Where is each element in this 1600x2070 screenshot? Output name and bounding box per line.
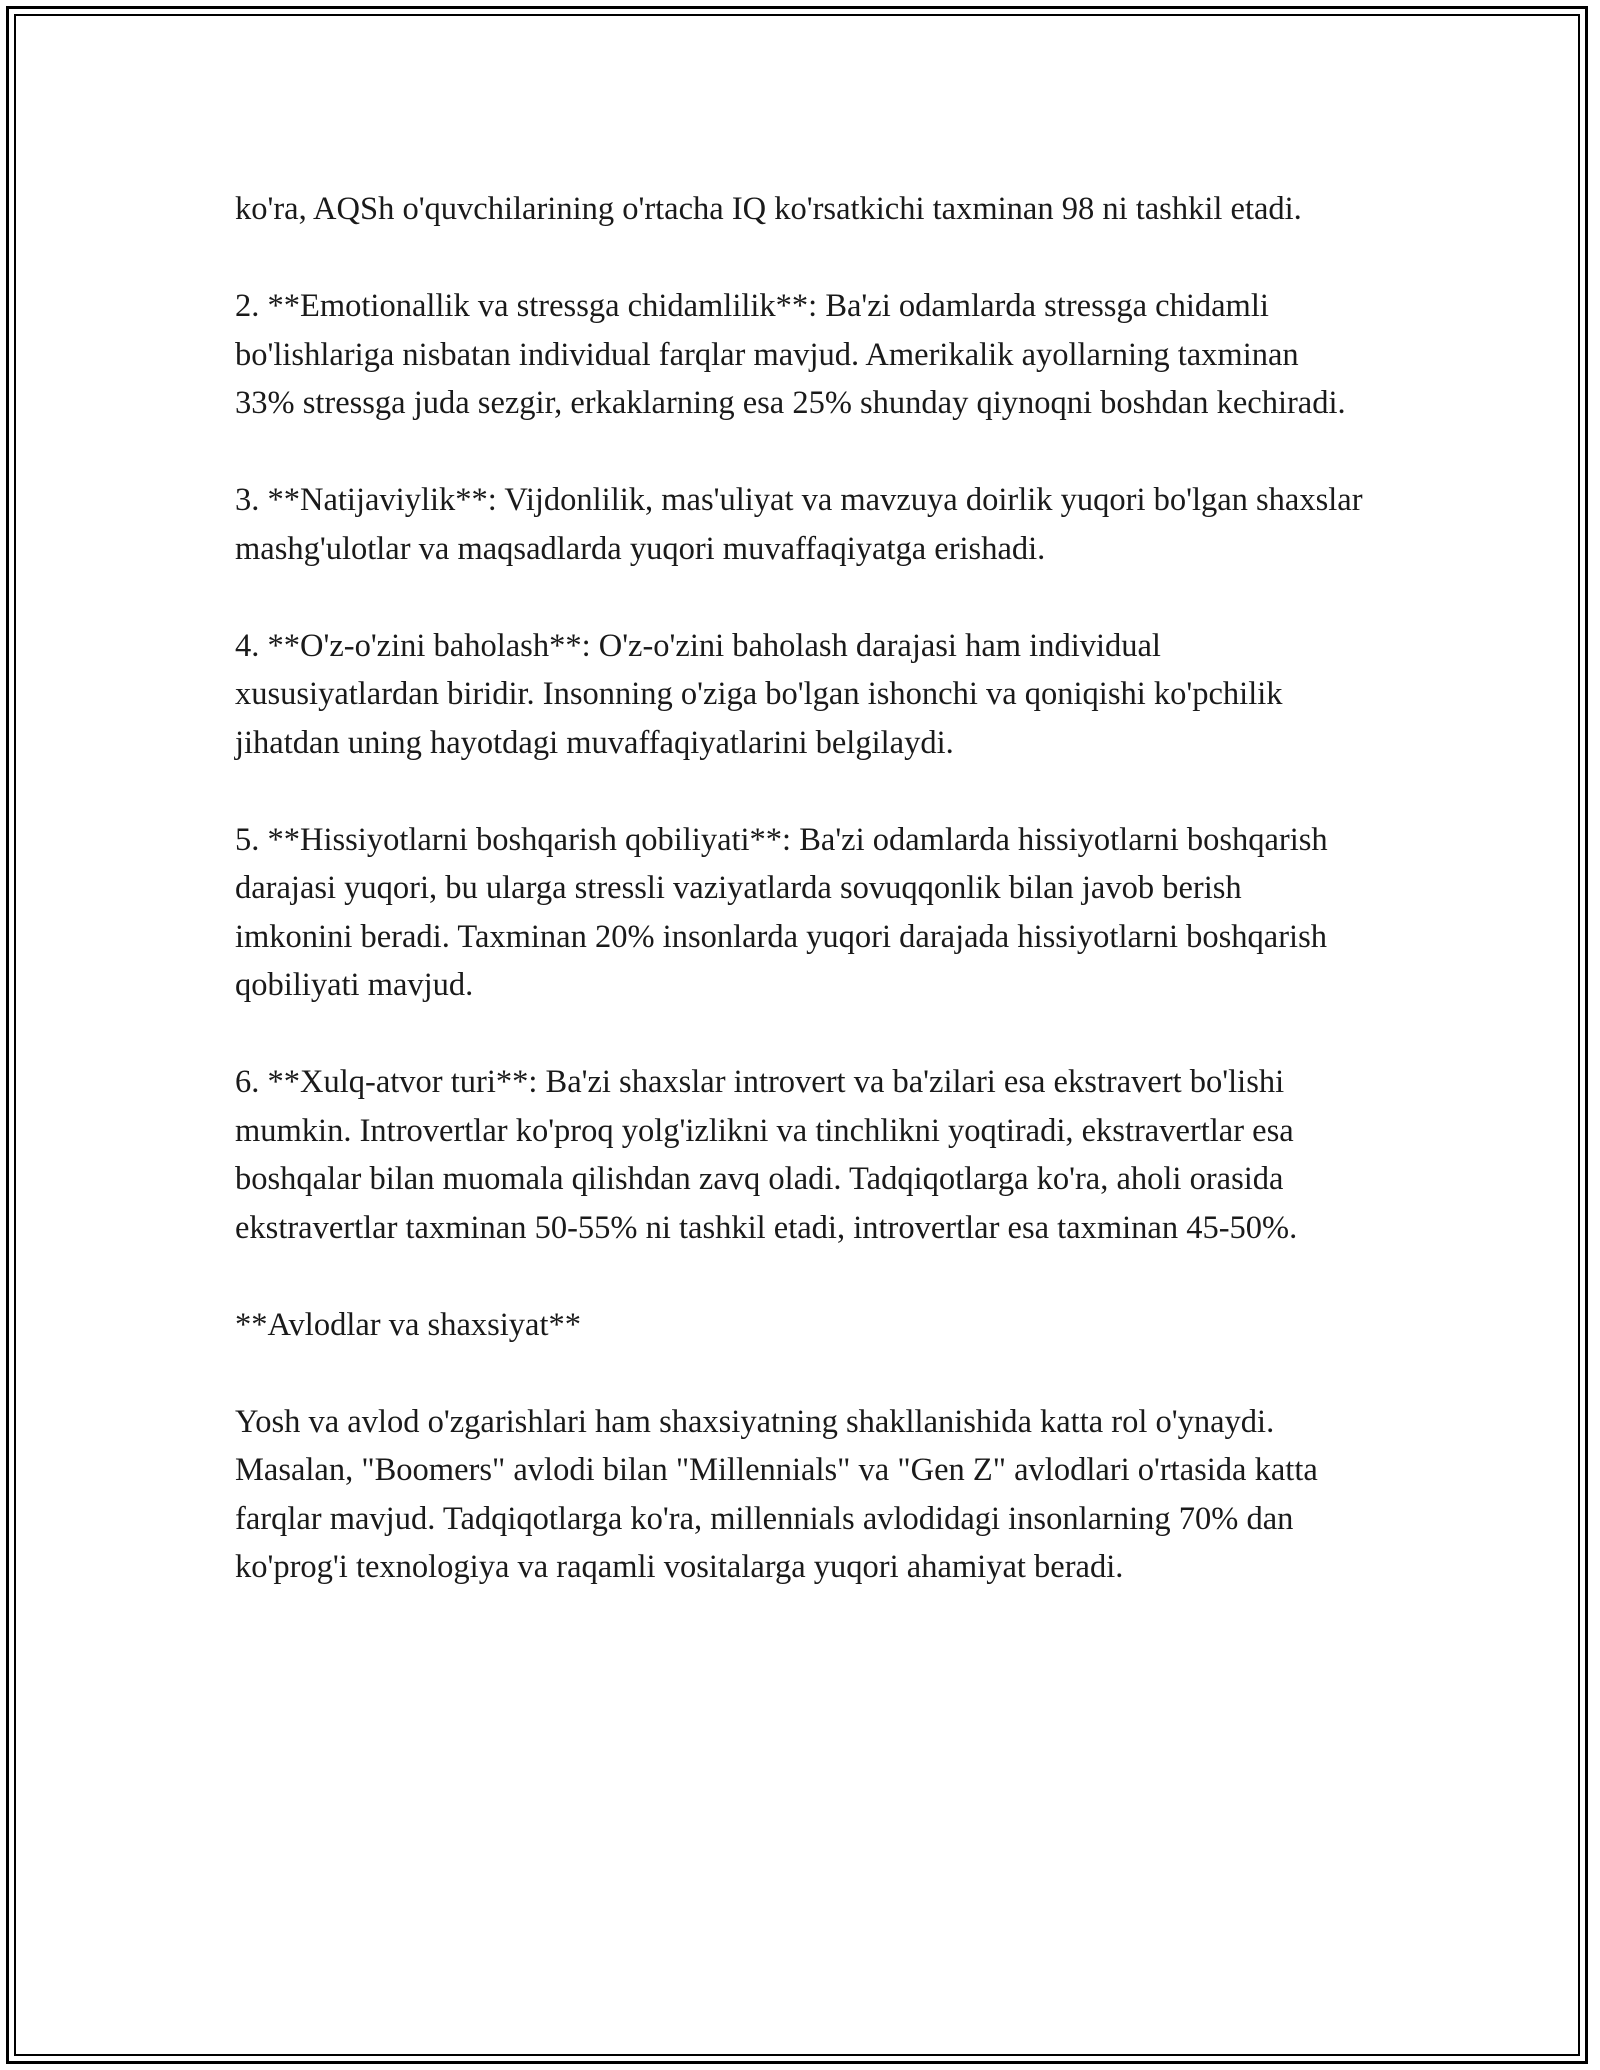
paragraph-item-6: 6. **Xulq-atvor turi**: Ba'zi shaxslar introvert va ba'zilari esa ekstravert bo'lishi mumkin. Introvertlar ko'proq yolg'izlikni va tinchlikni yoqtiradi, ekstravertlar esa boshqalar bilan muomala qilishdan zavq oladi. Tadqiqotlarga ko'ra, aholi orasida ekstravertlar taxminan 50-55% ni tashkil etadi, introvertlar esa taxminan 45-50%. [235,1064,1298,1246]
paragraph-generations: Yosh va avlod o'zgarishlari ham shaxsiyatning shakllanishida katta rol o'ynaydi. Masalan, "Boomers" avlodi bilan "Millennials" va "Gen Z" avlodlari o'rtasida katta farqlar mavjud. Tadqiqotlarga ko'ra, millennials avlodidagi insonlarning 70% dan ko'prog'i texnologiya va raqamli vositalarga yuqori ahamiyat beradi. [235,1403,1318,1585]
section-heading: **Avlodlar va shaxsiyat** [235,1306,581,1343]
paragraph-item-3: 3. **Natijaviylik**: Vijdonlilik, mas'uliyat va mavzuya doirlik yuqori bo'lgan shaxslar mashg'ulotlar va maqsadlarda yuqori muvaffaqiyatga erishadi. [235,482,1363,567]
paragraph-item-2: 2. **Emotionallik va stressga chidamlilik**: Ba'zi odamlarda stressga chidamli bo'lishlariga nisbatan individual farqlar mavjud. Amerikalik ayollarning taxminan 33% stressga juda sezgir, erkaklarning esa 25% shunday qiynoqni boshdan kechiradi. [235,288,1346,421]
paragraph-intro-continuation: ko'ra, AQSh o'quvchilarining o'rtacha IQ ko'rsatkichi taxminan 98 ni tashkil etadi. [235,191,1302,227]
document-body [235,185,1365,1592]
paragraph-item-4: 4. **O'z-o'zini baholash**: O'z-o'zini baholash darajasi ham individual xususiyatlardan biridir. Insonning o'ziga bo'lgan ishonchi va qoniqishi ko'pchilik jihatdan uning hayotdagi muvaffaqiyatlarini belgilaydi. [235,627,1283,761]
paragraph-item-5: 5. **Hissiyotlarni boshqarish qobiliyati**: Ba'zi odamlarda hissiyotlarni boshqarish darajasi yuqori, bu ularga stressli vaziyatlarda sovuqqonlik bilan javob berish imkonini beradi. Taxminan 20% insonlarda yuqori darajada hissiyotlarni boshqarish qobiliyati mavjud. [235,821,1328,1003]
